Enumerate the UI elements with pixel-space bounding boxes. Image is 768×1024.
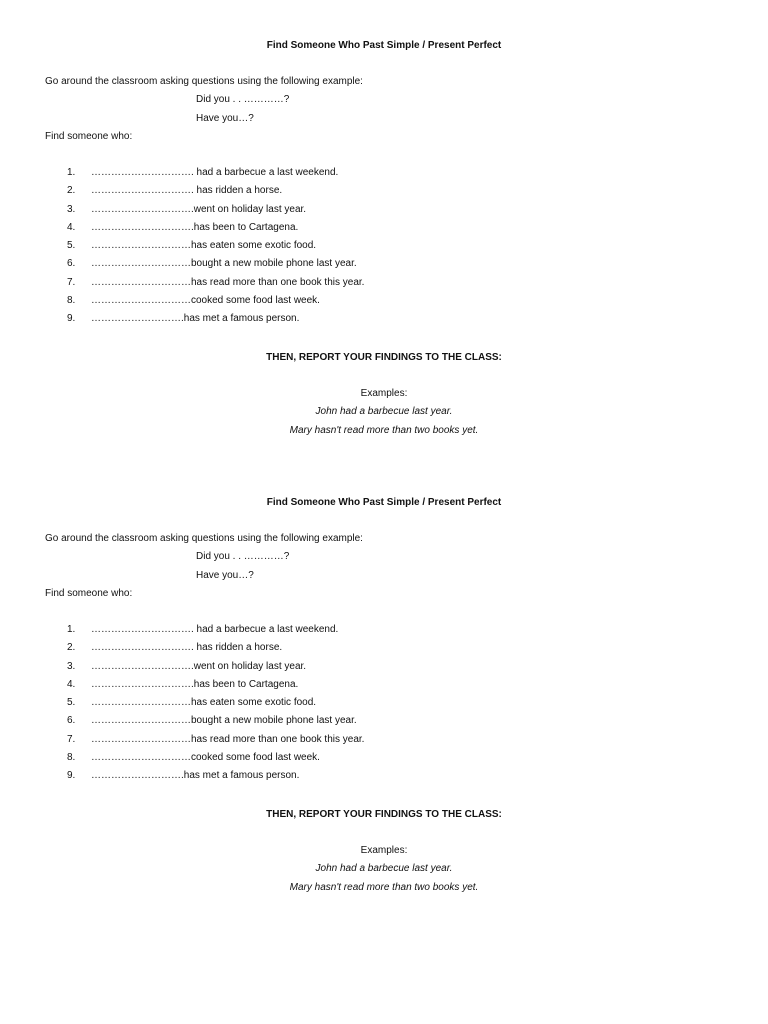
list-item: [0, 770, 768, 788]
item-number: 6.: [67, 715, 76, 727]
list-item: [0, 697, 768, 715]
item-text: …………………………. had a barbecue a last weekend.: [91, 167, 339, 178]
item-number: 1.: [67, 624, 76, 635]
example-question-1: Did you . . …………?: [196, 551, 290, 562]
item-number: 5.: [67, 240, 76, 252]
list-item: [0, 277, 768, 295]
item-text: …………………………cooked some food last week.: [91, 295, 320, 307]
item-text: …………………………has read more than one book this year.: [91, 276, 365, 288]
report-heading: THEN, REPORT YOUR FINDINGS TO THE CLASS:: [266, 352, 502, 363]
item-number: 3.: [67, 660, 76, 672]
list-item: [0, 715, 768, 733]
list-item: [0, 624, 768, 642]
item-number: 8.: [67, 752, 76, 764]
find-list: [0, 167, 768, 332]
item-number: 7.: [67, 733, 76, 745]
worksheet-2: [0, 493, 768, 933]
item-number: 2.: [67, 185, 76, 197]
examples-label: Examples:: [360, 845, 408, 856]
worksheet-title: Find Someone Who Past Simple / Present Perfect: [266, 497, 502, 508]
item-text: …………………………cooked some food last week.: [91, 752, 320, 764]
list-item: [0, 679, 768, 697]
item-number: 1.: [67, 167, 76, 178]
list-item: [0, 222, 768, 240]
item-number: 9.: [67, 313, 76, 325]
item-number: 4.: [67, 678, 76, 690]
example-sentence-2: Mary hasn't read more than two books yet.: [289, 425, 479, 436]
item-text: ………………………….has been to Cartagena.: [91, 678, 299, 690]
item-text: ……………………….has met a famous person.: [91, 313, 300, 325]
intro-text: Go around the classroom asking questions using the following example:: [45, 76, 363, 87]
item-number: 8.: [67, 295, 76, 307]
list-item: [0, 185, 768, 203]
list-item: [0, 295, 768, 313]
example-sentence-2: Mary hasn't read more than two books yet.: [289, 882, 479, 893]
item-text: ………………………….went on holiday last year.: [91, 660, 307, 672]
item-text: ………………………….went on holiday last year.: [91, 203, 307, 215]
find-list: [0, 624, 768, 789]
find-prompt: Find someone who:: [45, 131, 133, 142]
item-text: …………………………bought a new mobile phone last year.: [91, 715, 357, 727]
item-text: …………………………bought a new mobile phone last year.: [91, 258, 357, 270]
list-item: [0, 167, 768, 185]
report-heading: THEN, REPORT YOUR FINDINGS TO THE CLASS:: [266, 809, 502, 820]
item-number: 3.: [67, 203, 76, 215]
examples-label: Examples:: [360, 388, 408, 399]
item-text: ………………………….has been to Cartagena.: [91, 221, 299, 233]
list-item: [0, 313, 768, 331]
item-number: 7.: [67, 276, 76, 288]
example-question-2: Have you…?: [196, 113, 254, 124]
item-number: 4.: [67, 221, 76, 233]
item-text: …………………………has read more than one book this year.: [91, 733, 365, 745]
list-item: [0, 240, 768, 258]
item-text: …………………………has eaten some exotic food.: [91, 697, 317, 709]
list-item: [0, 204, 768, 222]
list-item: [0, 734, 768, 752]
list-item: [0, 642, 768, 660]
list-item: [0, 661, 768, 679]
list-item: [0, 258, 768, 276]
item-text: …………………………. has ridden a horse.: [91, 185, 283, 197]
example-question-2: Have you…?: [196, 570, 254, 581]
item-number: 2.: [67, 642, 76, 654]
find-prompt: Find someone who:: [45, 588, 133, 599]
item-number: 9.: [67, 770, 76, 782]
item-number: 5.: [67, 697, 76, 709]
item-text: …………………………. has ridden a horse.: [91, 642, 283, 654]
worksheet-title: Find Someone Who Past Simple / Present Perfect: [266, 40, 502, 51]
example-sentence-1: John had a barbecue last year.: [315, 406, 453, 417]
item-number: 6.: [67, 258, 76, 270]
example-question-1: Did you . . …………?: [196, 94, 290, 105]
example-sentence-1: John had a barbecue last year.: [315, 863, 453, 874]
worksheet-1: [0, 36, 768, 476]
item-text: …………………………. had a barbecue a last weekend.: [91, 624, 339, 635]
item-text: ……………………….has met a famous person.: [91, 770, 300, 782]
item-text: …………………………has eaten some exotic food.: [91, 240, 317, 252]
list-item: [0, 752, 768, 770]
intro-text: Go around the classroom asking questions using the following example:: [45, 533, 363, 544]
